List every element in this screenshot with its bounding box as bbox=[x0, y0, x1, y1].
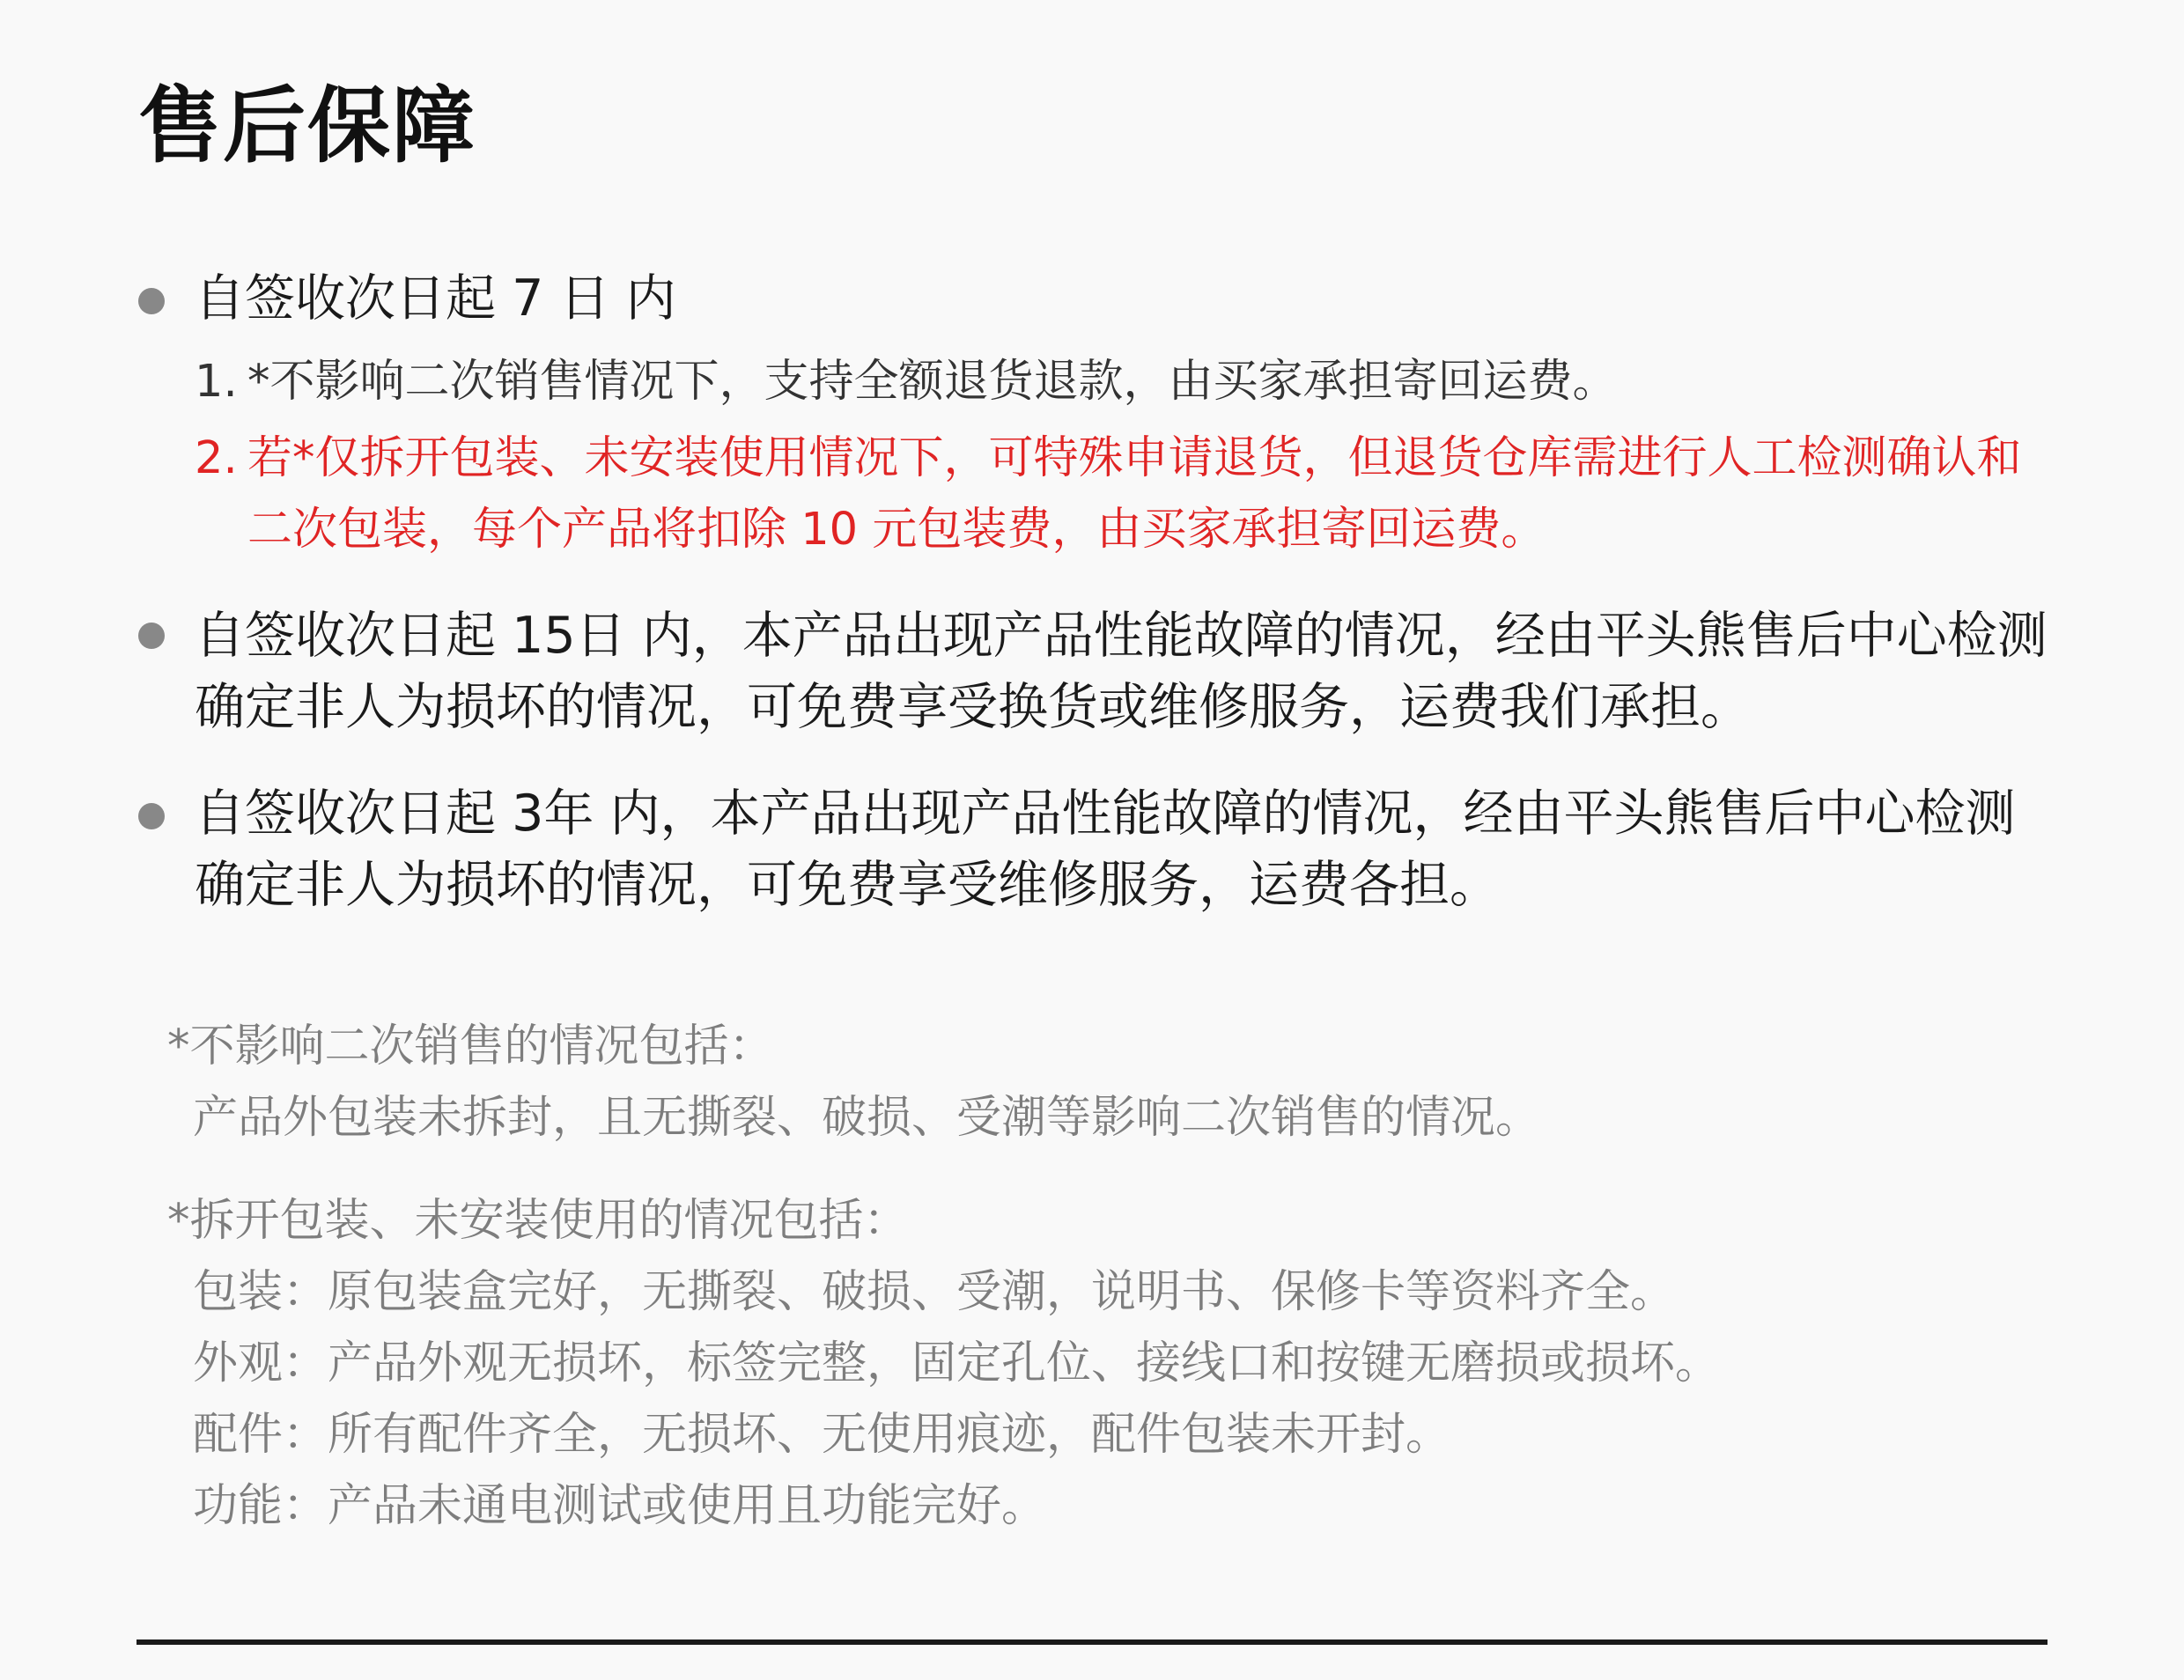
item-number: 2. bbox=[195, 432, 238, 484]
item-number: 1. bbox=[195, 356, 238, 408]
item-text: *不影响二次销售情况下，支持全额退货退款，由买家承担寄回运费。 bbox=[247, 356, 1618, 408]
note-unpacked bbox=[167, 1185, 2056, 1542]
section-7-day-heading: 自签收次日起 7 日 内 bbox=[195, 269, 676, 328]
note-line-accessories: 配件：所有配件齐全，无损坏、无使用痕迹，配件包装未开封。 bbox=[193, 1409, 1451, 1461]
item-text: 若*仅拆开包装、未安装使用情况下，可特殊申请退货，但退货仓库需进行人工检测确认和二次包装，每个产品将扣除 10 元包装费，由买家承担寄回运费。 bbox=[247, 432, 2022, 556]
note-resale bbox=[167, 1011, 2056, 1153]
bottom-divider bbox=[136, 1639, 2048, 1645]
note-line-appearance: 外观：产品外观无损坏，标签完整，固定孔位、接线口和按键无磨损或损坏。 bbox=[193, 1337, 1721, 1389]
page-title: 售后保障 bbox=[138, 78, 477, 174]
bullet-dot-icon bbox=[138, 288, 165, 314]
note-unpacked-heading: *拆开包装、未安装使用的情况包括： bbox=[167, 1195, 909, 1247]
note-line-packaging: 包装：原包装盒完好，无撕裂、破损、受潮，说明书、保修卡等资料齐全。 bbox=[193, 1266, 1676, 1318]
note-resale-heading: *不影响二次销售的情况包括： bbox=[167, 1021, 774, 1072]
bullet-dot-icon bbox=[138, 803, 165, 829]
note-line: 产品外包装未拆封，且无撕裂、破损、受潮等影响二次销售的情况。 bbox=[193, 1092, 1541, 1144]
bullet-dot-icon bbox=[138, 623, 165, 649]
list-item-highlight bbox=[195, 423, 2056, 565]
section-3-year-text: 自签收次日起 3年 内，本产品出现产品性能故障的情况，经由平头熊售后中心检测确定非人为损坏的情况，可免费享受维修服务，运费各担。 bbox=[195, 785, 2016, 914]
list-item bbox=[195, 346, 2056, 417]
note-line-function: 功能：产品未通电测试或使用且功能完好。 bbox=[193, 1480, 1047, 1532]
section-15-day-text: 自签收次日起 15日 内，本产品出现产品性能故障的情况，经由平头熊售后中心检测确定非人为损坏的情况，可免费享受换货或维修服务，运费我们承担。 bbox=[195, 607, 2048, 736]
